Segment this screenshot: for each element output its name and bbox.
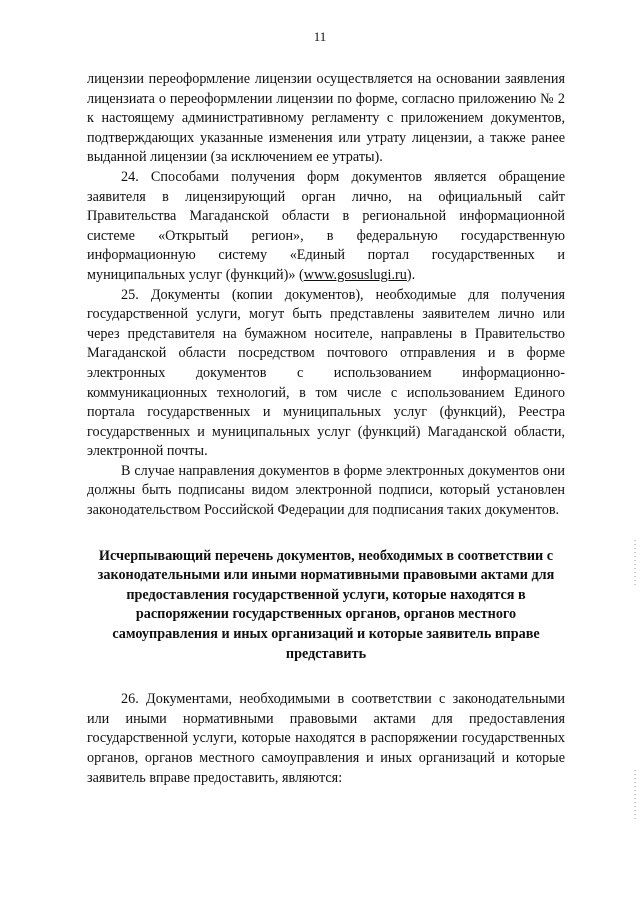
section-heading: Исчерпывающий перечень документов, необходимых в соответствии с законодательными или иными нормативными правовыми актами для предоставления государственной услуги, которые находятся в распоряжении государственных органов, органов местного самоуправления и иных организаций и которые заявитель вправе представить: [97, 547, 555, 662]
paragraph-24-text: 24. Способами получения форм документов является обращение заявителя в лицензирующий орган лично, на официальный сайт Правительства Магаданской области в региональной информационной системе «Открытый регион», в федеральную государственную информационную систему «Единый портал государственных и муниципальных услуг (функций)» (: [87, 168, 565, 283]
paragraph-license-reissue: лицензии переоформление лицензии осуществляется на основании заявления лицензиата о переоформлении лицензии по форме, согласно приложению № 2 к настоящему административному регламенту с приложением документов, подтверждающих указанные изменения или утрату лицензии, а также ранее выданной лицензии (за исключением ее утраты).: [87, 71, 565, 166]
paragraph-25: 25. Документы (копии документов), необходимые для получения государственной услуги, могут быть представлены заявителем лично или через представителя на бумажном носителе, направлены в Правительство Магаданской области посредством почтового отправления и в форме электронных документов с использованием информационно-коммуникационных технологий, в том числе с использованием Единого портала государственных и муниципальных услуг (функций), Реестра государственных и муниципальных услуг (функций) Магаданской области, электронной почты.: [87, 286, 565, 460]
paragraph-26: 26. Документами, необходимыми в соответствии с законодательными или иными нормативными правовыми актами для предоставления государственной услуги, которые находятся в распоряжении государственных органов, органов местного самоуправления и иных организаций и которые заявитель вправе предоставить, являются:: [87, 691, 565, 786]
page-number: 11: [313, 29, 327, 44]
paragraph-electronic-signature: В случае направления документов в форме электронных документов они должны быть подписаны видом электронной подписи, который установлен законодательством Российской Федерации для подписания таких документов.: [87, 462, 565, 519]
gosuslugi-link[interactable]: www.gosuslugi.ru: [303, 266, 407, 283]
paragraph-24: [87, 168, 565, 286]
scan-artifact: [634, 770, 636, 820]
scan-artifact: [634, 540, 636, 588]
document-body: [87, 70, 565, 788]
paragraph-24-tail: ).: [406, 266, 416, 283]
